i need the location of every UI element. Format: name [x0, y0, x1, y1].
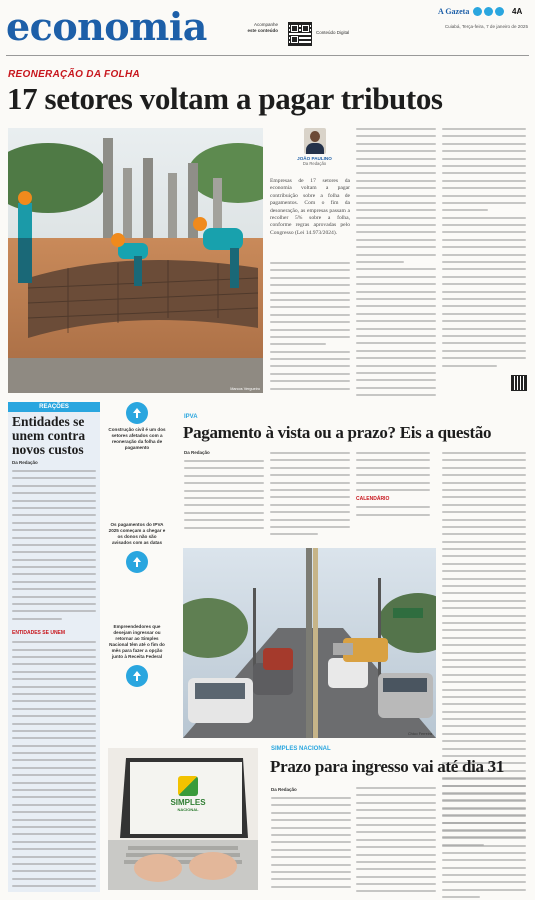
- lead-text-col-1b: [270, 262, 350, 395]
- cta-column: [108, 402, 166, 722]
- instagram-icon[interactable]: [484, 7, 493, 16]
- scan-hint: Acompanhe este conteúdo: [247, 22, 278, 33]
- lead-text-col-1: [270, 178, 350, 237]
- worker-1: [18, 191, 32, 283]
- lead-text-col-2: [356, 128, 436, 401]
- cta-item: Empreendedores que desejam ingressar ou retornar ao Simples Nacional têm até o fim do mês para fazer a opção junto à Receita Federal: [108, 624, 166, 687]
- cta-item: Os pagamentos do IPVA 2025 começam a chegar e os donos não são avisados com as datas: [108, 522, 166, 573]
- ipva-text-1: [184, 460, 264, 534]
- section-title: economia: [6, 4, 207, 49]
- simples-headline: Prazo para ingresso vai até dia 31: [270, 757, 505, 776]
- lead-text-col-3: [442, 128, 526, 372]
- twitter-icon[interactable]: [495, 7, 504, 16]
- sidebar-headline: Entidades se unem contra novos custos: [12, 414, 86, 457]
- ipva-photo-credit: Chico Ferreira: [407, 732, 432, 736]
- ipva-tag: IPVA: [184, 414, 198, 420]
- avatar: [304, 128, 326, 154]
- ipva-byline: Da Redação: [184, 450, 210, 455]
- byline-block: [282, 128, 347, 172]
- simples-text-1: [271, 797, 351, 893]
- sidebar-tag: REAÇÕES: [8, 402, 100, 412]
- ipva-photo: [183, 548, 436, 738]
- sidebar: [8, 402, 100, 892]
- ipva-text-2: [270, 452, 350, 541]
- paper-name: A Gazeta: [438, 7, 470, 16]
- simples-logo: SIMPLES NACIONAL: [148, 776, 228, 816]
- traffic-photo: [183, 548, 436, 738]
- facebook-icon[interactable]: [473, 7, 482, 16]
- qr-hint: Conteúdo Digital: [316, 30, 350, 35]
- simples-byline: Da Redação: [271, 787, 297, 792]
- lead-photo-credit: Marcos Vergueiro: [230, 387, 260, 391]
- ipva-subhead: CALENDÁRIO: [356, 496, 390, 503]
- sidebar-subhead: ENTIDADES SE UNEM: [12, 630, 66, 637]
- lead-photo: [8, 128, 263, 393]
- ipva-headline: Pagamento à vista ou a prazo? Eis a questão: [183, 423, 492, 442]
- construction-photo: [8, 128, 263, 393]
- laptop-photo: [108, 748, 258, 890]
- simples-text-3: [442, 778, 526, 900]
- lead-qr[interactable]: [512, 376, 526, 390]
- social-icons: [473, 7, 504, 16]
- simples-photo: [108, 748, 258, 890]
- simples-logo-icon: [178, 776, 198, 796]
- masthead: [0, 0, 535, 62]
- date-line: Cuiabá, Terça-feira, 7 de janeiro de 2025: [444, 24, 528, 29]
- masthead-rule: [6, 55, 529, 56]
- pointer-icon[interactable]: [126, 551, 148, 573]
- simples-tag: SIMPLES NACIONAL: [271, 746, 331, 752]
- qr-code[interactable]: [289, 23, 311, 45]
- sidebar-byline: Da Redação: [12, 460, 38, 465]
- byline-name: JOÃO PAULINO: [297, 156, 332, 161]
- pointer-icon[interactable]: [126, 665, 148, 687]
- page-number: 4A: [512, 7, 523, 16]
- simples-text-2: [356, 787, 436, 898]
- byline-org: Da Redação: [302, 161, 327, 166]
- lead-kicker: REONERAÇÃO DA FOLHA: [8, 69, 140, 80]
- ipva-text-3: [356, 452, 430, 521]
- lead-headline: 17 setores voltam a pagar tributos: [7, 81, 443, 116]
- lead-paragraph: Empresas de 17 setores da economia voltam a pagar contribuição sobre a folha de pagamentos. Com o fim da desoneração, as empresas passam a recolher 5% sobre a folha, conforme regras aprovadas pelo Congresso (Lei 14.973/2024).: [270, 178, 350, 236]
- pointer-icon[interactable]: [126, 402, 148, 424]
- cta-item: Construção civil é um dos setores afetados com a reoneração da folha de pagamento: [108, 402, 166, 451]
